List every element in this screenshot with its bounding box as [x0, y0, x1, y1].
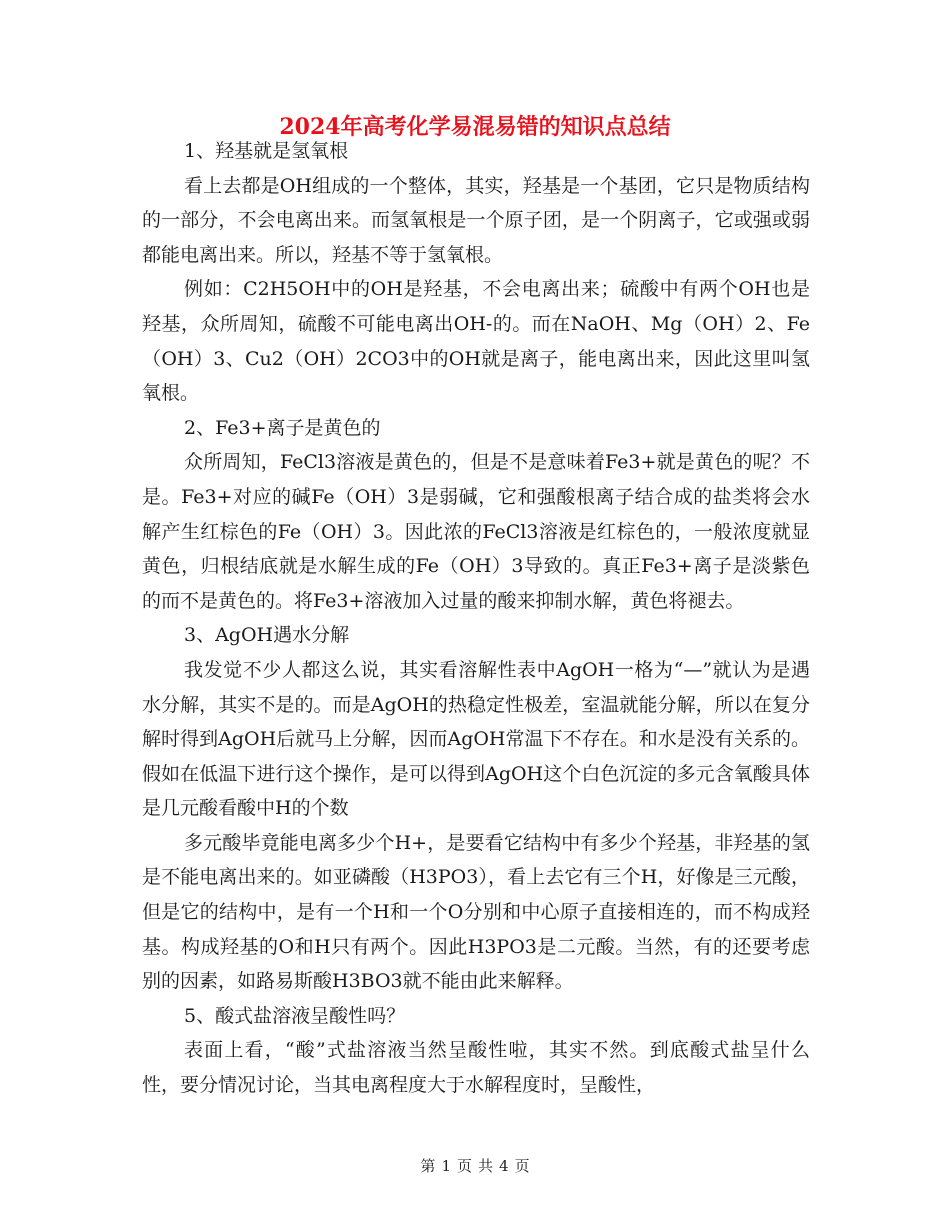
section-heading-2: 2、Fe3+离子是黄色的: [184, 416, 381, 439]
paragraph: 例如：C2H5OH中的OH是羟基，不会电离出来；硫酸中有两个OH也是羟基，众所周知，硫酸不可能电离出OH-的。而在NaOH、Mg（OH）2、Fe（OH）3、Cu2（OH）2CO3中的OH就是离子，能电离出来，因此这里叫氢氧根。: [142, 278, 810, 405]
paragraph: 众所周知，FeCl3溶液是黄色的，但是不是意味着Fe3+就是黄色的呢？不是。Fe3+对应的碱Fe（OH）3是弱碱，它和强酸根离子结合成的盐类将会水解产生红棕色的Fe（OH）3。因此浓的FeCl3溶液是红棕色的，一般浓度就显黄色，归根结底就是水解生成的Fe（OH）3导致的。真正Fe3+离子是淡紫色的而不是黄色的。将Fe3+溶液加入过量的酸来抑制水解，黄色将褪去。: [142, 451, 810, 612]
footer-total-prefix: 共: [478, 1157, 494, 1175]
paragraph: 多元酸毕竟能电离多少个H+，是要看它结构中有多少个羟基，非羟基的氢是不能电离出来的。如亚磷酸（H3PO3），看上去它有三个H，好像是三元酸，但是它的结构中，是有一个H和一个O分别和中心原子直接相连的，而不构成羟基。构成羟基的O和H只有两个。因此H3PO3是二元酸。当然，有的还要考虑别的因素，如路易斯酸H3BO3就不能由此来解释。: [142, 831, 810, 993]
page-footer: [0, 1155, 950, 1176]
paragraph: 表面上看，“酸”式盐溶液当然呈酸性啦，其实不然。到底酸式盐呈什么性，要分情况讨论，当其电离程度大于水解程度时，呈酸性，: [142, 1039, 810, 1097]
section-heading-1: 1、羟基就是氢氧根: [184, 140, 349, 162]
footer-prefix: 第: [420, 1157, 436, 1175]
section-heading-3: 3、AgOH遇水分解: [184, 624, 350, 647]
section-heading-5: 5、酸式盐溶液呈酸性吗？: [184, 1004, 406, 1027]
footer-suffix: 页: [514, 1157, 530, 1175]
footer-total-pages: 4: [499, 1157, 509, 1175]
footer-page-word: 页: [456, 1157, 472, 1175]
document-body: [142, 134, 810, 1103]
footer-current-page: 1: [441, 1157, 451, 1175]
document-title: 2024年高考化学易混易错的知识点总结: [279, 114, 671, 140]
paragraph: 看上去都是OH组成的一个整体，其实，羟基是一个基团，它只是物质结构的一部分，不会电离出来。而氢氧根是一个原子团，是一个阴离子，它或强或弱都能电离出来。所以，羟基不等于氢氧根。: [142, 174, 810, 266]
paragraph: 我发觉不少人都这么说，其实看溶解性表中AgOH一格为“—”就认为是遇水分解，其实不是的。而是AgOH的热稳定性极差，室温就能分解，所以在复分解时得到AgOH后就马上分解，因而AgOH常温下不存在。和水是没有关系的。假如在低温下进行这个操作，是可以得到AgOH这个白色沉淀的多元含氧酸具体是几元酸看酸中H的个数: [142, 658, 810, 820]
